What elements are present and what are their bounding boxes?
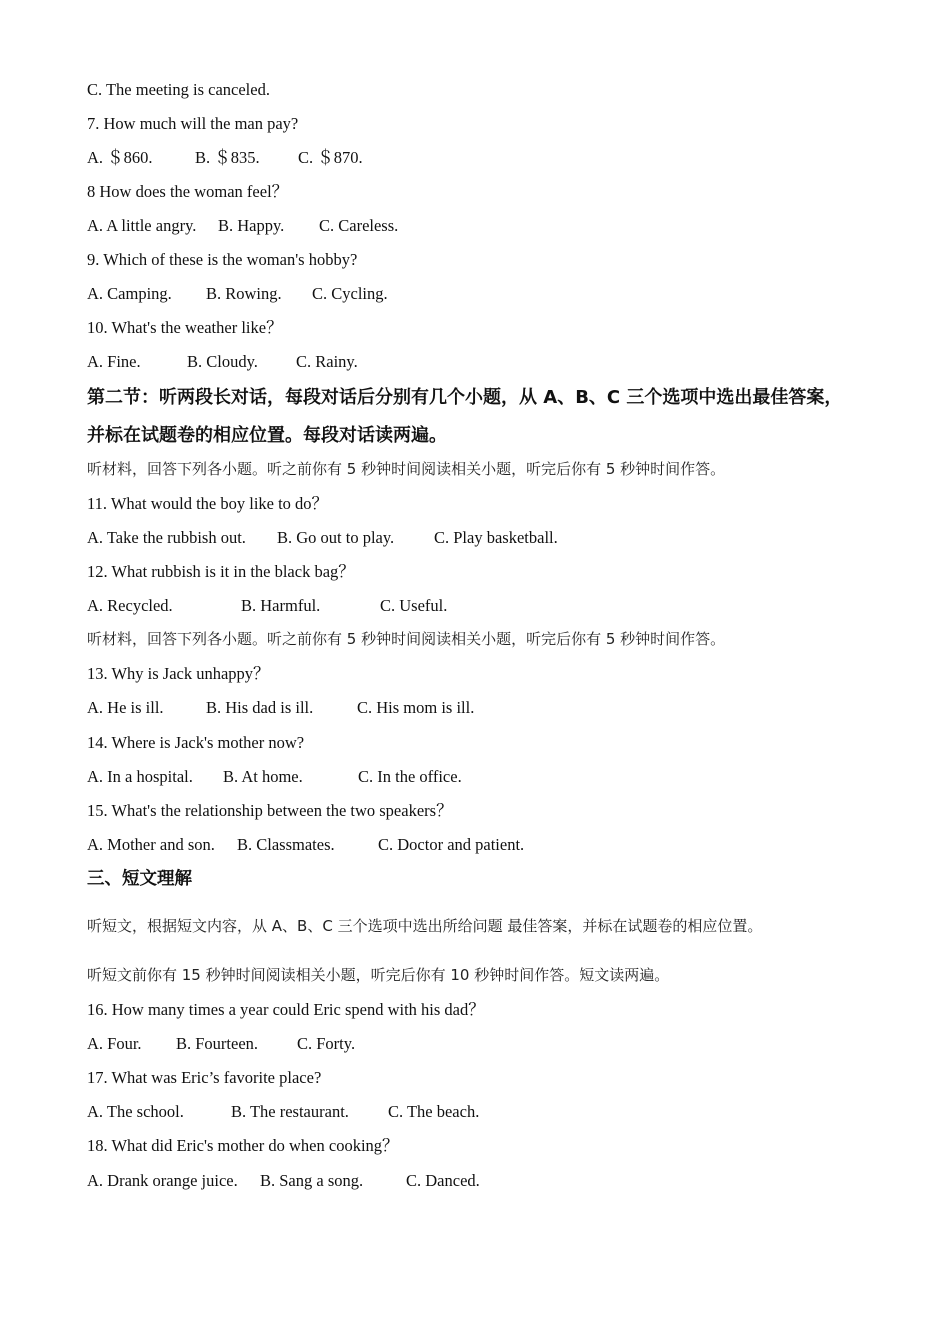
q18-option-c: C. Danced. [406,1171,480,1190]
q11-option-a: A. Take the rubbish out. [87,528,246,547]
q16-option-b: B. Fourteen. [176,1034,259,1053]
q9-question: 9. Which of these is the woman's hobby? [87,250,358,269]
section3-instruction-a: 听短文，根据短文内容，从 A、B、C 三个选项中选出所给问题 最佳答案，并标在试题卷的相应位置。 [87,917,763,935]
q7-option-b: B. ＄835. [195,148,260,167]
q8-options [87,216,890,236]
q8-question: 8 How does the woman feel？ [87,182,289,201]
section2-instruction-a: 听材料，回答下列各小题。听之前你有 5 秒钟时间阅读相关小题，听完后你有 5 秒钟时间作答。 [87,460,726,478]
q14-options [87,767,890,787]
q7-option-a: A. ＄860. [87,148,153,167]
q15-question: 15. What's the relationship between the two speakers？ [87,801,453,820]
q12-question: 12. What rubbish is it in the black bag？ [87,562,355,581]
q8-option-c: C. Careless. [319,216,399,235]
q7-question: 7. How much will the man pay? [87,114,299,133]
q13-options [87,698,890,718]
q18-option-b: B. Sang a song. [260,1171,364,1190]
q12-option-c: C. Useful. [380,596,448,615]
q18-options [87,1171,890,1191]
q10-option-c: C. Rainy. [296,352,358,371]
section3-heading: 三、短文理解 [87,869,192,889]
q11-option-c: C. Play basketball. [434,528,558,547]
q14-question: 14. Where is Jack's mother now? [87,733,305,752]
q17-option-b: B. The restaurant. [231,1102,349,1121]
q14-option-c: C. In the office. [358,767,462,786]
q13-option-b: B. His dad is ill. [206,698,314,717]
q15-option-c: C. Doctor and patient. [378,835,525,854]
section3-instruction-b: 听短文前你有 15 秒钟时间阅读相关小题，听完后你有 10 秒钟时间作答。短文读两遍。 [87,966,670,984]
q12-option-b: B. Harmful. [241,596,321,615]
q9-option-b: B. Rowing. [206,284,282,303]
q13-option-c: C. His mom is ill. [357,698,475,717]
q16-option-c: C. Forty. [297,1034,356,1053]
q9-options [87,284,890,304]
q8-option-b: B. Happy. [218,216,285,235]
q18-question: 18. What did Eric's mother do when cooking？ [87,1136,399,1155]
section2-heading-line1: 第二节：听两段长对话，每段对话后分别有几个小题，从 A、B、C 三个选项中选出最佳答案， [87,387,843,408]
q7-options [87,148,890,168]
section2-instruction-b: 听材料，回答下列各小题。听之前你有 5 秒钟时间阅读相关小题，听完后你有 5 秒钟时间作答。 [87,630,726,648]
q15-option-a: A. Mother and son. [87,835,215,854]
q17-option-a: A. The school. [87,1102,184,1121]
q17-option-c: C. The beach. [388,1102,480,1121]
q12-option-a: A. Recycled. [87,596,173,615]
q17-question: 17. What was Eric’s favorite place? [87,1068,322,1087]
q7-option-c: C. ＄870. [298,148,363,167]
q10-options [87,352,890,372]
q9-option-a: A. Camping. [87,284,172,303]
q11-question: 11. What would the boy like to do？ [87,494,329,513]
q13-question: 13. Why is Jack unhappy？ [87,664,270,683]
q10-option-b: B. Cloudy. [187,352,258,371]
q10-option-a: A. Fine. [87,352,141,371]
q16-options [87,1034,890,1054]
q15-option-b: B. Classmates. [237,835,335,854]
q14-option-a: A. In a hospital. [87,767,193,786]
q11-option-b: B. Go out to play. [277,528,395,547]
q17-options [87,1102,890,1122]
q10-question: 10. What's the weather like？ [87,318,283,337]
q14-option-b: B. At home. [223,767,303,786]
q8-option-a: A. A little angry. [87,216,197,235]
section2-heading-line2: 并标在试题卷的相应位置。每段对话读两遍。 [87,425,447,446]
q13-option-a: A. He is ill. [87,698,164,717]
q11-options [87,528,890,548]
q16-question: 16. How many times a year could Eric spend with his dad？ [87,1000,485,1019]
q15-options [87,835,890,855]
q18-option-a: A. Drank orange juice. [87,1171,238,1190]
q12-options [87,596,890,616]
q16-option-a: A. Four. [87,1034,142,1053]
q9-option-c: C. Cycling. [312,284,388,303]
q6-option-c: C. The meeting is canceled. [87,80,270,99]
